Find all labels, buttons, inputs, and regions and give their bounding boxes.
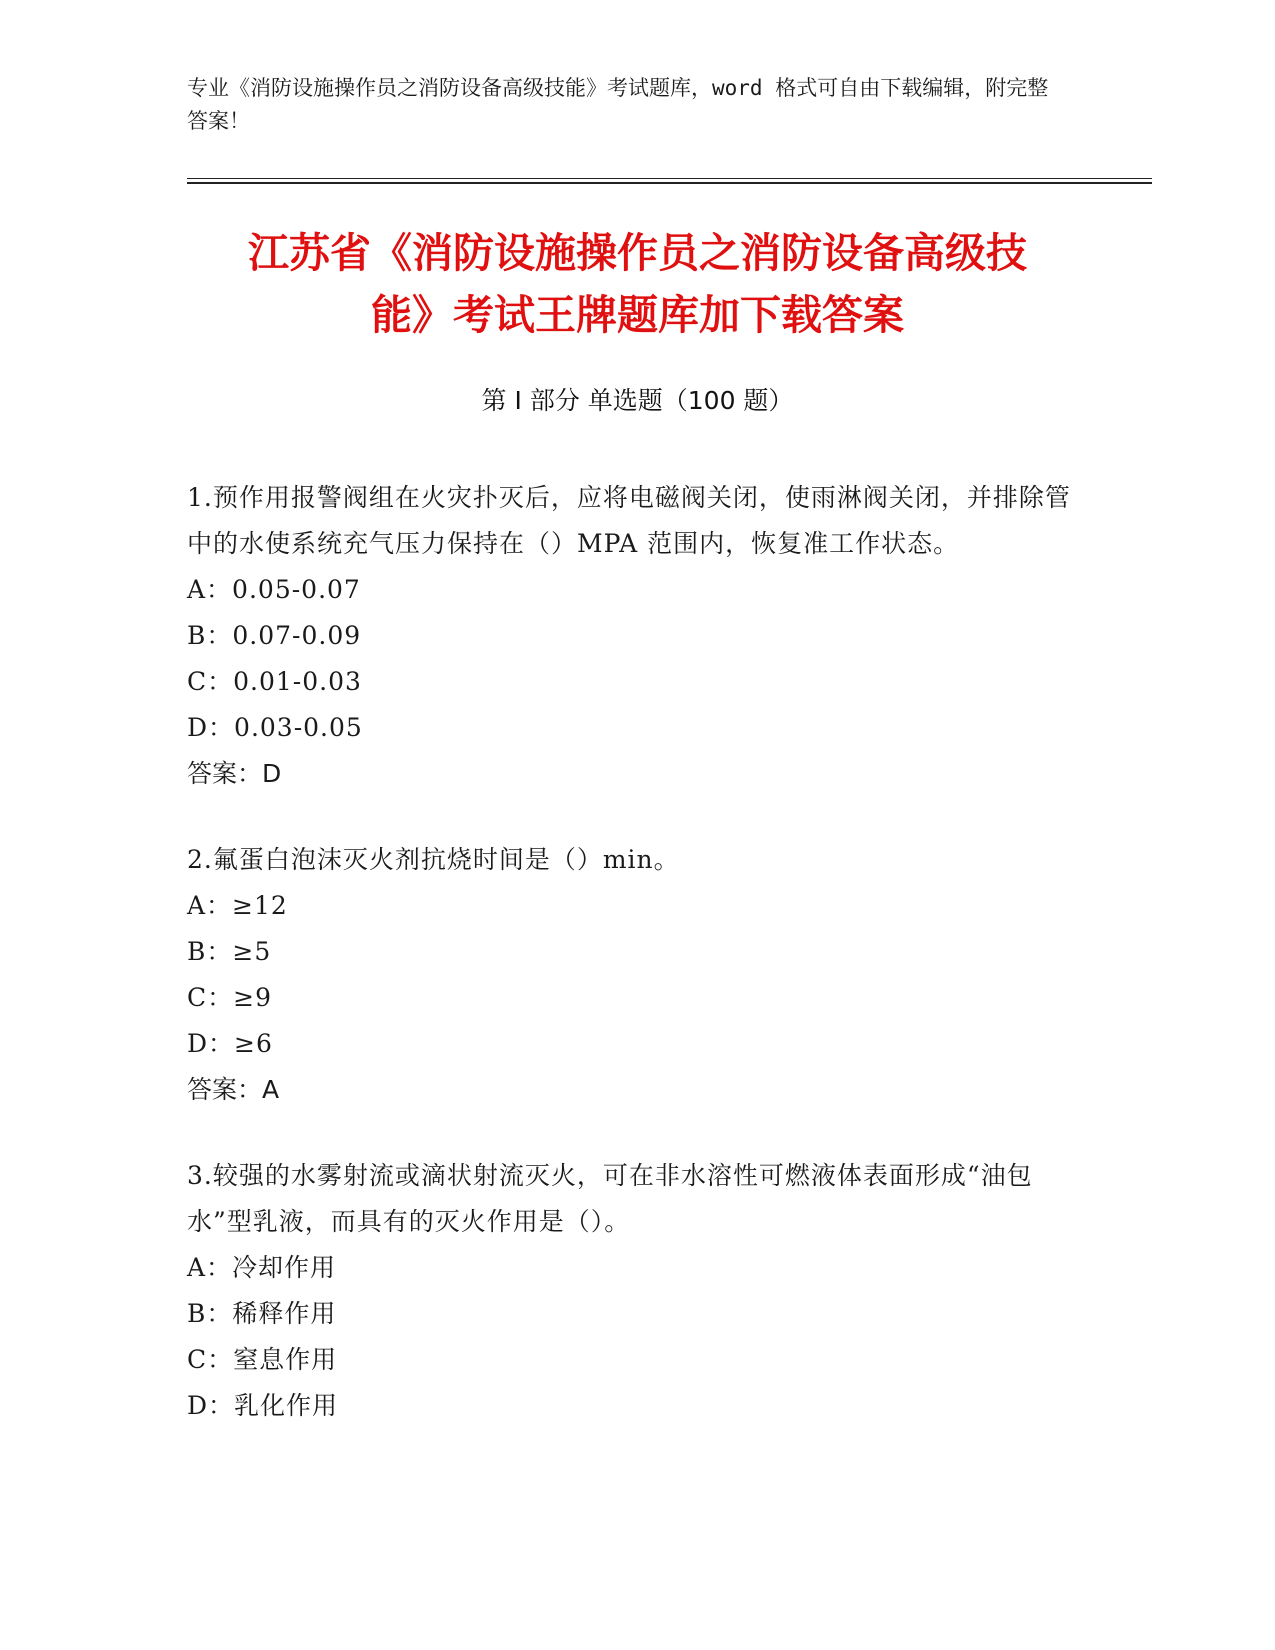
question-stem: 2.氟蛋白泡沫灭火剂抗烧时间是（）min。 [187,845,680,874]
option-b: B：≥5 [187,937,272,966]
header-rule-thin [187,178,1152,179]
header-note: 专业《消防设施操作员之消防设备高级技能》考试题库，word 格式可自由下载编辑，附完整答案！ [187,76,1049,133]
question-stem: 3.较强的水雾射流或滴状射流灭火，可在非水溶性可燃液体表面形成“油包水”型乳液，而具有的灭火作用是（）。 [187,1161,1033,1236]
question-list [187,475,1087,1469]
section-heading: 第 I 部分 单选题（100 题） [481,386,794,415]
option-c: C：≥9 [187,983,272,1012]
document-title [160,222,1115,346]
option-d: D：乳化作用 [187,1391,339,1420]
question-3 [187,1153,1087,1429]
document-title-line-1: 江苏省《消防设施操作员之消防设备高级技 [248,229,1027,277]
option-d: D：≥6 [187,1029,273,1058]
answer-label: 答案：A [187,1075,280,1104]
option-c: C：窒息作用 [187,1345,338,1374]
option-c: C：0.01-0.03 [187,667,362,696]
option-a: A：0.05-0.07 [187,575,361,604]
option-a: A：冷却作用 [187,1253,337,1282]
option-b: B：稀释作用 [187,1299,337,1328]
option-b: B：0.07-0.09 [187,621,362,650]
question-2 [187,837,1087,1113]
header-rule-thick [187,182,1152,184]
document-title-line-2: 能》考试王牌题库加下载答案 [371,291,904,339]
answer-label: 答案：D [187,759,282,788]
question-stem: 1.预作用报警阀组在火灾扑灭后，应将电磁阀关闭，使雨淋阀关闭，并排除管中的水使系统充气压力保持在（）MPA 范围内，恢复准工作状态。 [187,483,1071,558]
option-d: D：0.03-0.05 [187,713,363,742]
option-a: A：≥12 [187,891,288,920]
question-1 [187,475,1087,797]
